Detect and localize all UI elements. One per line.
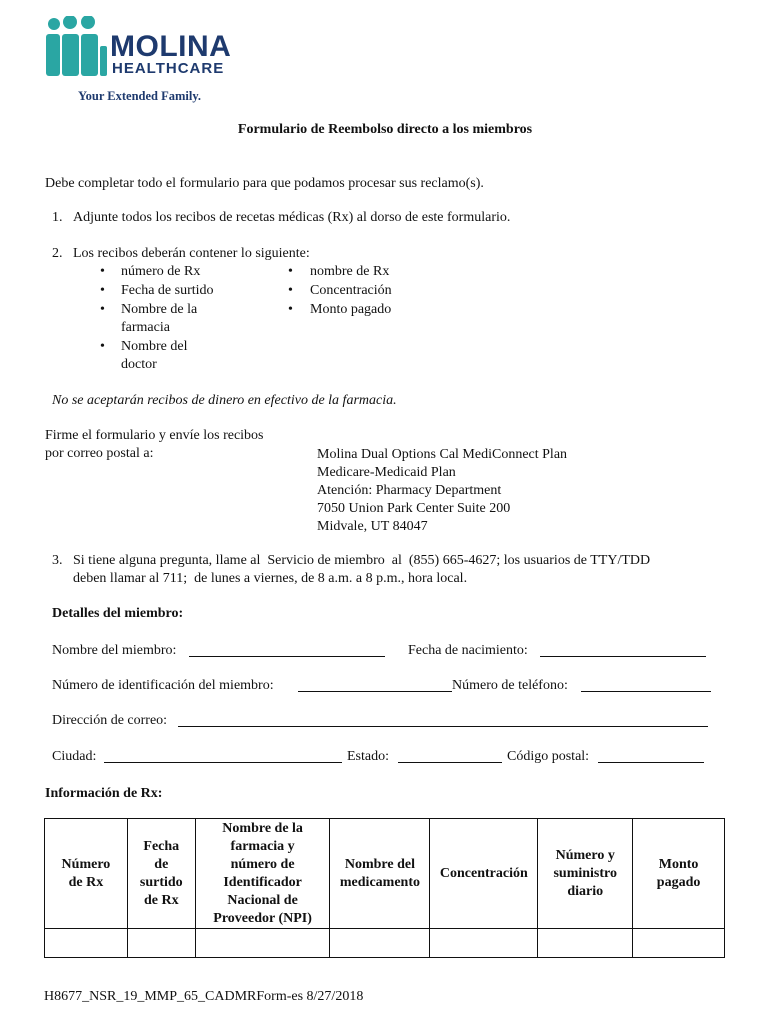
step3-line1: Si tiene alguna pregunta, llame al Servicio de miembro al (855) 665-4627; los usuarios de TTY/TDD xyxy=(73,553,651,568)
bullet-item: Fecha de surtido xyxy=(121,283,214,298)
member-name-field[interactable] xyxy=(189,643,385,657)
form-title: Formulario de Reembolso directo a los miembros xyxy=(237,122,533,137)
dob-label: Fecha de nacimiento: xyxy=(408,643,528,658)
bullet-item-cont: farmacia xyxy=(121,320,170,335)
step2-text: Los recibos deberán contener lo siguiente: xyxy=(73,246,310,261)
bullet-icon: • xyxy=(100,283,105,298)
city-label: Ciudad: xyxy=(52,749,97,764)
member-id-field[interactable] xyxy=(298,678,452,692)
address-line: Midvale, UT 84047 xyxy=(317,519,428,534)
sign-instruction-line2: por correo postal a: xyxy=(45,446,154,461)
mailing-address-field[interactable] xyxy=(178,713,708,727)
phone-label: Número de teléfono: xyxy=(452,678,568,693)
bullet-icon: • xyxy=(100,302,105,317)
bullet-item: número de Rx xyxy=(121,264,201,279)
rx-cell[interactable] xyxy=(45,929,128,958)
member-name-label: Nombre del miembro: xyxy=(52,643,177,658)
step1-text: Adjunte todos los recibos de recetas médicas (Rx) al dorso de este formulario. xyxy=(73,210,511,225)
rx-col-header-amount-paid: Monto pagado xyxy=(633,819,725,929)
bullet-icon: • xyxy=(288,264,293,279)
rx-col-header-fill-date: Fecha de surtido de Rx xyxy=(127,819,195,929)
logo-brand-sub: HEALTHCARE xyxy=(112,60,225,77)
bullet-item: Nombre del xyxy=(121,339,188,354)
dob-field[interactable] xyxy=(540,643,706,657)
bullet-icon: • xyxy=(100,264,105,279)
cash-note: No se aceptarán recibos de dinero en efectivo de la farmacia. xyxy=(52,393,397,408)
rx-table xyxy=(44,818,725,958)
mailing-address xyxy=(317,446,567,536)
bullet-icon: • xyxy=(100,339,105,354)
state-label: Estado: xyxy=(347,749,389,764)
logo-tagline: Your Extended Family. xyxy=(78,89,202,103)
sign-instruction-line1: Firme el formulario y envíe los recibos xyxy=(45,428,264,443)
rx-col-header-drug-name: Nombre del medicamento xyxy=(330,819,430,929)
bullet-item: Concentración xyxy=(310,283,392,298)
rx-cell[interactable] xyxy=(430,929,538,958)
logo-brand: MOLINA xyxy=(110,30,232,63)
member-id-label: Número de identificación del miembro: xyxy=(52,678,274,693)
address-line: 7050 Union Park Center Suite 200 xyxy=(317,501,511,516)
address-line: Molina Dual Options Cal MediConnect Plan xyxy=(317,447,568,462)
zip-label: Código postal: xyxy=(507,749,590,764)
bullet-icon: • xyxy=(288,283,293,298)
rx-cell[interactable] xyxy=(633,929,725,958)
state-field[interactable] xyxy=(398,749,502,763)
step1-number: 1. xyxy=(52,210,63,225)
family-figures-icon xyxy=(44,16,108,78)
rx-table-header-row xyxy=(45,819,725,929)
step3-number: 3. xyxy=(52,553,63,568)
intro-text: Debe completar todo el formulario para que podamos procesar sus reclamo(s). xyxy=(45,176,484,191)
table-row xyxy=(45,929,725,958)
address-line: Medicare-Medicaid Plan xyxy=(317,465,456,480)
bullet-item: Nombre de la xyxy=(121,302,198,317)
bullet-icon: • xyxy=(288,302,293,317)
rx-cell[interactable] xyxy=(127,929,195,958)
step3-line2: deben llamar al 711; de lunes a viernes, de 8 a.m. a 8 p.m., hora local. xyxy=(73,571,468,586)
rx-cell[interactable] xyxy=(538,929,633,958)
zip-field[interactable] xyxy=(598,749,704,763)
form-code-footer: H8677_NSR_19_MMP_65_CADMRForm-es 8/27/2018 xyxy=(44,989,364,1004)
rx-cell[interactable] xyxy=(330,929,430,958)
rx-col-header-pharmacy: Nombre de la farmacia y número de Identificador Nacional de Proveedor (NPI) xyxy=(195,819,330,929)
phone-field[interactable] xyxy=(581,678,711,692)
mailing-address-label: Dirección de correo: xyxy=(52,713,168,728)
rx-col-header-strength: Concentración xyxy=(430,819,538,929)
rx-col-header-number: Número de Rx xyxy=(45,819,128,929)
rx-col-header-days-supply: Número y suministro diario xyxy=(538,819,633,929)
step2-number: 2. xyxy=(52,246,63,261)
bullet-item-cont: doctor xyxy=(121,357,157,372)
rx-cell[interactable] xyxy=(195,929,330,958)
city-field[interactable] xyxy=(104,749,342,763)
rx-info-heading: Información de Rx: xyxy=(45,786,163,801)
bullet-item: Monto pagado xyxy=(310,302,392,317)
member-details-heading: Detalles del miembro: xyxy=(52,606,184,621)
address-line: Atención: Pharmacy Department xyxy=(317,483,502,498)
bullet-item: nombre de Rx xyxy=(310,264,390,279)
